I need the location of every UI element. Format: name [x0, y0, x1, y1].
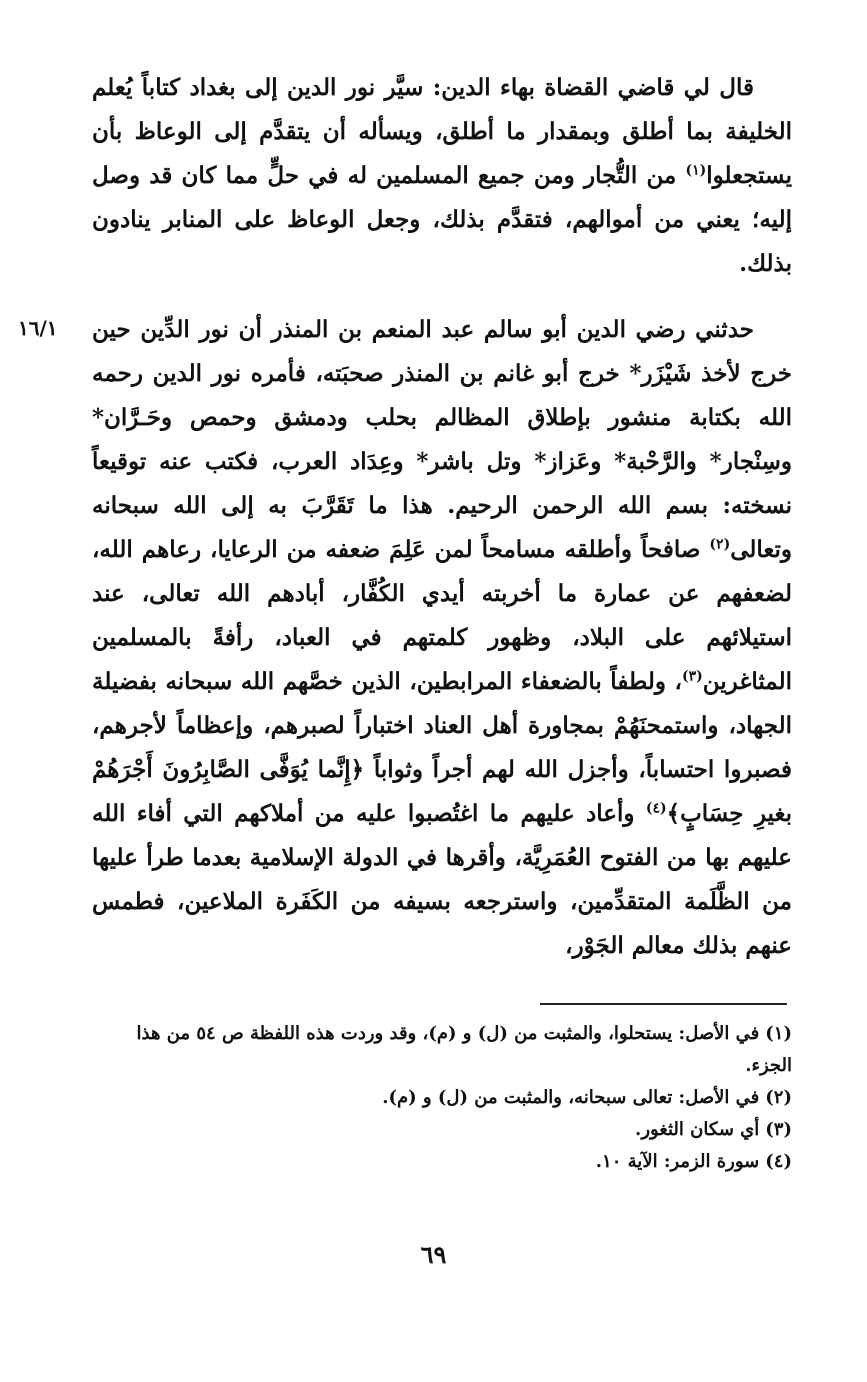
- paragraph-1: [92, 66, 792, 286]
- footnote-1: [92, 1018, 792, 1082]
- footnote-ref-4: (٤): [645, 800, 667, 817]
- quran-quote: ﴿إِنَّما يُوَفَّى الصَّابِرُونَ أَجْرَهُمْ بغيرِ حِسَابٍ﴾: [92, 756, 792, 827]
- footnote-separator: [540, 1003, 787, 1005]
- paragraph-2-text-a: حدثني رضي الدين أبو سالم عبد المنعم بن المنذر أن نور الدِّين حين خرج لأخذ شَيْزَر* خرج أبو غانم بن المنذر صحبَته، فأمره نور الدين رحمه الله بكتابة منشور بإطلاق المظالم بحلب ودمشق وحمص وحَـرَّان* وسِنْجار* والرَّحْبة* وعَزاز* وتل باشر* وعِدَاد العرب، فكتب عنه توقيعاً نسخته: بسم الله الرحمن الرحيم. هذا ما تَقَرَّبَ به إلى الله سبحانه وتعالى: [92, 316, 792, 563]
- footnote-ref-2: (٢): [709, 536, 731, 553]
- footnote-number: (٣): [765, 1119, 792, 1140]
- footnotes: [92, 1018, 792, 1178]
- paragraph-1-continuation: من التُّجار ومن جميع المسلمين له في حلٍّ مما كان قد وصل إليه؛ يعني من أموالهم، فتقدَّم بذلك، وجعل الوعاظ على المنابر ينادون بذلك.: [92, 162, 792, 277]
- paragraph-2-text-d: وأعاد عليهم ما اغتُصبوا عليه من أملاكهم التي أفاء الله عليهم بها من الفتوح العُمَرِيَّة، وأقرها في الدولة الإسلامية بعدما طرأ عليها من الظَّلَمة المتقدِّمين، واسترجعه بسيفه من الكَفَرة الملاعين، فطمس عنهم بذلك معالم الجَوْر،: [92, 800, 792, 959]
- footnote-2: [92, 1082, 792, 1114]
- margin-reference: ١٦/١: [18, 316, 58, 340]
- footnote-text: سورة الزمر: الآية ١٠.: [595, 1151, 760, 1172]
- paragraph-2-text-c: ، ولطفاً بالضعفاء المرابطين، الذين خصَّهم الله سبحانه بفضيلة الجهاد، واستمحنَهُمْ بمجاورة أهل العناد اختباراً لصبرهم، وإعظاماً لأجرهم، فصبروا احتساباً، وأجزل الله لهم أجراً وثواباً: [92, 668, 792, 783]
- footnote-number: (٤): [765, 1151, 792, 1172]
- footnote-text: في الأصل: تعالى سبحانه، والمثبت من (ل) و (م).: [382, 1087, 760, 1108]
- page-number: ٦٩: [420, 1240, 447, 1269]
- paragraph-1-text: قال لي قاضي القضاة بهاء الدين: سيَّر نور الدين إلى بغداد كتاباً يُعلم الخليفة بما أطلق وبمقدار ما أطلق، ويسأله أن يتقدَّم إلى الوعاظ بأن يستجعلوا: [92, 74, 792, 189]
- footnote-text: في الأصل: يستحلوا، والمثبت من (ل) و (م)، وقد وردت هذه اللفظة ص ٥٤ من هذا الجزء.: [136, 1023, 792, 1076]
- footnote-number: (١): [765, 1023, 792, 1044]
- footnote-ref-1: (١): [685, 162, 707, 179]
- paragraph-2-text-b: صافحاً وأطلقه مسامحاً لمن عَلِمَ ضعفه من الرعايا، رعاهم الله، لضعفهم عن عمارة ما أخربته أيدي الكُفَّار، أبادهم الله تعالى، عند استيلائهم على البلاد، وظهور كلمتهم في العباد، رأفةً بالمسلمين المثاغرين: [92, 536, 792, 695]
- footnote-ref-3: (٣): [681, 668, 703, 685]
- paragraph-2: [92, 308, 792, 968]
- footnote-text: أي سكان الثغور.: [635, 1119, 760, 1140]
- footnote-3: [92, 1114, 792, 1146]
- footnote-number: (٢): [765, 1087, 792, 1108]
- footnote-4: [92, 1146, 792, 1178]
